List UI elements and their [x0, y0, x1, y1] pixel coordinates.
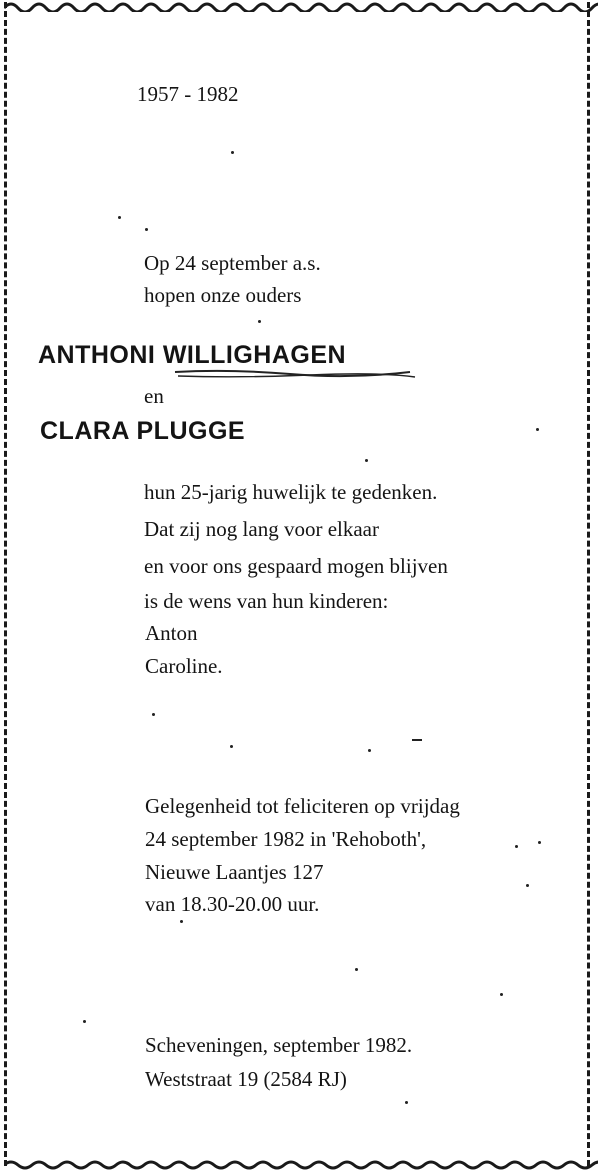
connector-en: en: [144, 384, 164, 408]
reception-line-4: van 18.30-20.00 uur.: [145, 892, 320, 916]
closing-place-date: Scheveningen, september 1982.: [145, 1033, 413, 1057]
name-anthoni-willighagen: ANTHONI WILLIGHAGEN: [38, 341, 347, 369]
scan-speck: [500, 993, 503, 996]
scan-speck: [118, 216, 121, 219]
body-line-2: Dat zij nog lang voor elkaar: [144, 517, 379, 541]
scan-speck: [405, 1101, 408, 1104]
scalloped-edge-bottom: [4, 1159, 598, 1171]
name-underline-scribble: [170, 366, 420, 382]
body-line-4: is de wens van hun kinderen:: [144, 589, 389, 613]
scan-speck: [368, 749, 371, 752]
scan-speck: [538, 841, 541, 844]
scan-speck: [145, 228, 148, 231]
name-clara-plugge: CLARA PLUGGE: [40, 417, 246, 445]
scan-speck: [230, 745, 233, 748]
child-anton: Anton: [145, 621, 198, 645]
scan-speck: [365, 459, 368, 462]
body-line-3: en voor ons gespaard mogen blijven: [144, 554, 448, 578]
reception-line-1: Gelegenheid tot feliciteren op vrijdag: [145, 794, 460, 818]
child-caroline: Caroline.: [145, 654, 223, 678]
scan-speck: [412, 739, 422, 741]
scan-speck: [231, 151, 234, 154]
scan-speck: [180, 920, 183, 923]
reception-line-2: 24 september 1982 in 'Rehoboth',: [145, 827, 427, 851]
scan-speck: [355, 968, 358, 971]
years-line: 1957 - 1982: [137, 82, 239, 106]
scan-speck: [152, 713, 155, 716]
scalloped-edge-top: [4, 0, 598, 12]
reception-line-3: Nieuwe Laantjes 127: [145, 860, 324, 884]
closing-address: Weststraat 19 (2584 RJ): [145, 1067, 347, 1091]
scan-speck: [536, 428, 539, 431]
card-border: [4, 2, 590, 1166]
scan-speck: [83, 1020, 86, 1023]
body-line-1: hun 25-jarig huwelijk te gedenken.: [144, 480, 438, 504]
intro-line-2: hopen onze ouders: [144, 283, 302, 307]
scan-speck: [526, 884, 529, 887]
intro-line-1: Op 24 september a.s.: [144, 251, 321, 275]
scan-speck: [515, 845, 518, 848]
scan-speck: [258, 320, 261, 323]
